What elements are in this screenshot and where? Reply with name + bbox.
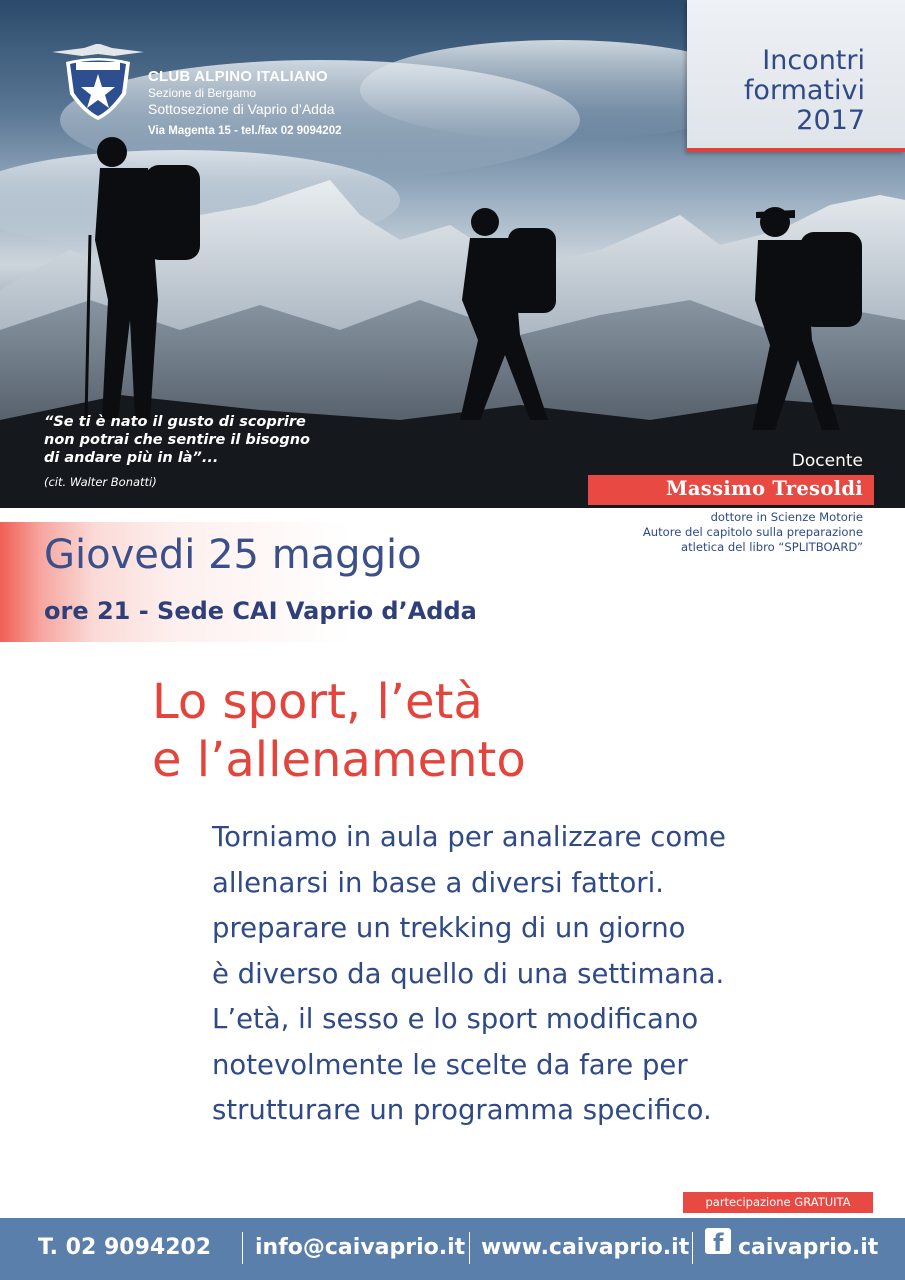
quote-line: non potrai che sentire il bisogno bbox=[44, 432, 310, 448]
event-time-place: ore 21 - Sede CAI Vaprio d’Adda bbox=[44, 597, 477, 625]
organization-header bbox=[148, 68, 341, 138]
organization-name: CLUB ALPINO ITALIANO bbox=[148, 68, 328, 85]
quote-citation: (cit. Walter Bonatti) bbox=[44, 475, 157, 489]
description-line: strutturare un programma specifico. bbox=[212, 1094, 712, 1126]
description-line: L’età, il sesso e lo sport modificano bbox=[212, 1003, 699, 1035]
description-line: allenarsi in base a diversi fattori. bbox=[212, 866, 664, 899]
footer-divider bbox=[692, 1232, 693, 1264]
event-title bbox=[152, 673, 526, 789]
footer-divider bbox=[469, 1232, 470, 1264]
footer-website-link[interactable]: www.caivaprio.it bbox=[481, 1235, 690, 1260]
facebook-icon[interactable] bbox=[705, 1228, 731, 1257]
teacher-name: Massimo Tresoldi bbox=[665, 477, 863, 500]
organization-address: Via Magenta 15 - tel./fax 02 9094202 bbox=[148, 125, 342, 137]
quote-line: “Se ti è nato il gusto di scoprire bbox=[44, 414, 306, 430]
teacher-desc-line: Autore del capitolo sulla preparazione bbox=[642, 525, 863, 539]
teacher-label: Docente bbox=[791, 451, 863, 471]
footer-divider bbox=[242, 1232, 243, 1264]
facebook-glyph: f bbox=[713, 1229, 724, 1257]
quote bbox=[44, 413, 310, 467]
teacher-description bbox=[643, 510, 863, 555]
teacher-desc-line: atletica del libro “SPLITBOARD” bbox=[680, 540, 863, 554]
series-line: Incontri bbox=[762, 45, 865, 76]
series-box bbox=[687, 0, 905, 152]
series-year: 2017 bbox=[796, 105, 865, 136]
teacher-desc-line: dottore in Scienze Motorie bbox=[710, 510, 863, 524]
footer-email-link[interactable]: info@caivaprio.it bbox=[255, 1235, 466, 1260]
description-line: Torniamo in aula per analizzare come bbox=[212, 821, 726, 853]
description-line: notevolmente le scelte da fare per bbox=[212, 1048, 688, 1081]
title-line: Lo sport, l’età bbox=[152, 674, 483, 730]
footer-phone: T. 02 9094202 bbox=[38, 1235, 212, 1260]
footer-contacts bbox=[0, 1218, 905, 1280]
organization-subsection: Sottosezione di Vaprio d’Adda bbox=[148, 101, 335, 117]
free-participation-badge: partecipazione GRATUITA bbox=[683, 1192, 873, 1213]
organization-section: Sezione di Bergamo bbox=[148, 86, 257, 100]
description-line: è diverso da quello di una settimana. bbox=[212, 957, 725, 990]
cai-logo-icon bbox=[50, 40, 146, 122]
series-line: formativi bbox=[743, 75, 865, 106]
description-line: preparare un trekking di un giorno bbox=[212, 912, 686, 944]
quote-line: di andare più in là”... bbox=[44, 450, 219, 466]
footer-facebook-link[interactable]: caivaprio.it bbox=[738, 1235, 879, 1260]
title-line: e l’allenamento bbox=[152, 732, 526, 788]
event-date: Giovedi 25 maggio bbox=[44, 532, 422, 578]
event-description bbox=[212, 815, 726, 1134]
